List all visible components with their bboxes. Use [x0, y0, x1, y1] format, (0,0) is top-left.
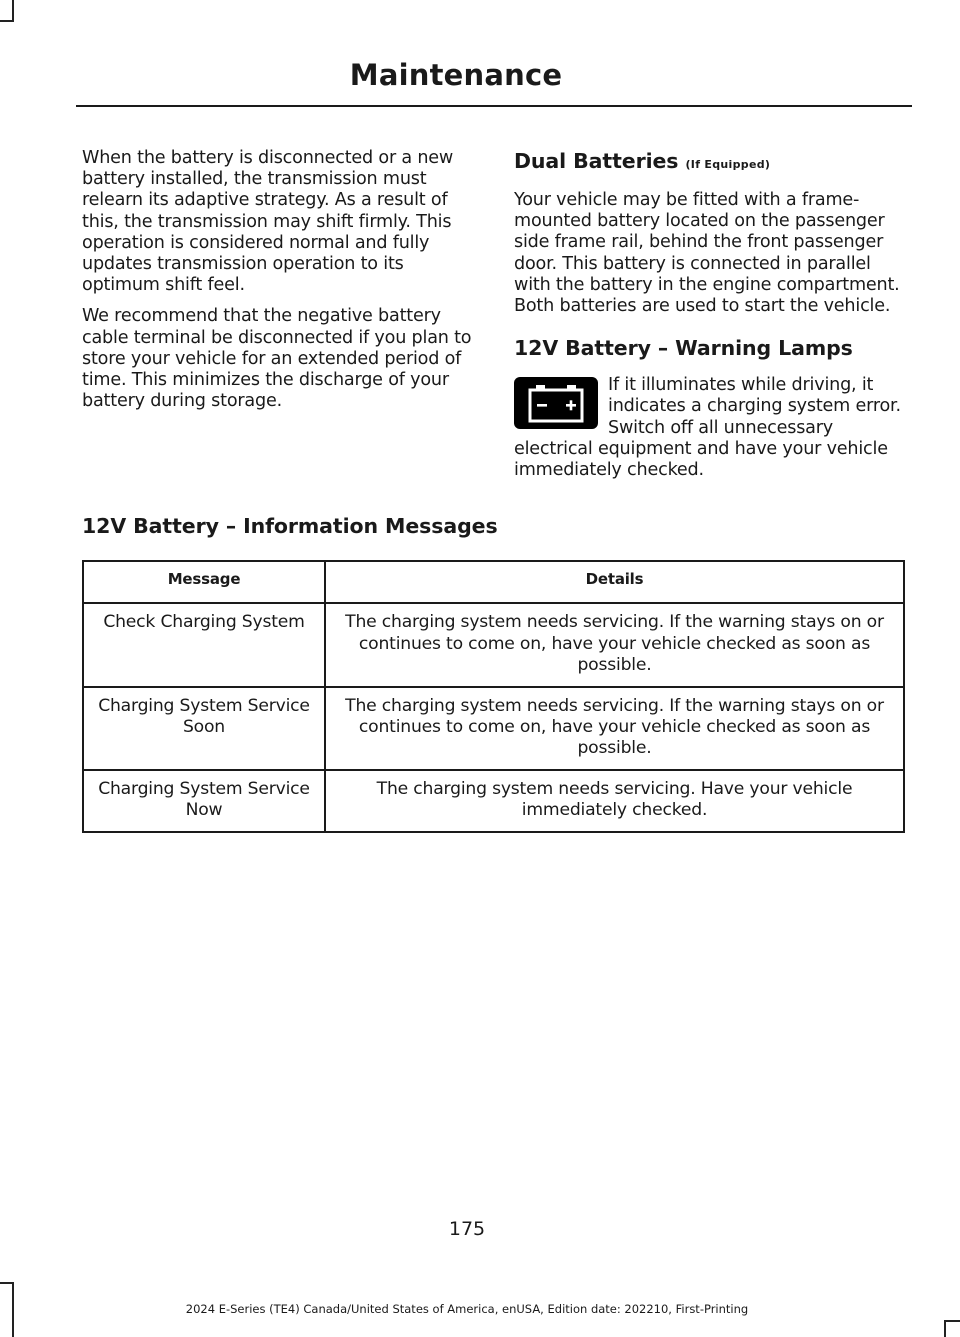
paragraph-transmission-relearn: When the battery is disconnected or a new battery installed, the transmission must relearn its adaptive strategy. As a result of this, the transmission may shift firmly. This operation is considered normal and fully updates transmission operation to its optimum shift feel. — [82, 148, 454, 296]
crop-mark — [944, 1320, 960, 1322]
dual-batteries-body: Your vehicle may be fitted with a frame-mounted battery located on the passenger side frame rail, behind the front passenger door. This battery is connected in parallel with the battery in the engine compartment. Both batteries are used to start the vehicle. — [514, 190, 900, 317]
header-divider — [76, 105, 912, 107]
details-cell: The charging system needs servicing. If the warning stays on or continues to come on, have your vehicle checked as soon as possible. — [325, 687, 904, 770]
crop-mark — [12, 0, 14, 20]
right-column — [514, 148, 906, 491]
table-row — [83, 603, 904, 686]
crop-mark — [0, 20, 14, 22]
message-cell: Charging System Service Now — [83, 770, 325, 832]
warning-lamp-body: If it illuminates while driving, it indicates a charging system error. Switch off all unnecessary electrical equipment and have your vehicle immediately checked. — [514, 375, 901, 481]
table-row — [83, 770, 904, 832]
warning-lamp-block — [514, 375, 906, 481]
paragraph-battery-storage: We recommend that the negative battery cable terminal be disconnected if you plan to store your vehicle for an extended period of time. This minimizes the discharge of your battery during storage. — [82, 306, 472, 412]
column-header-message: Message — [83, 561, 325, 603]
page-number: 175 — [448, 1218, 486, 1240]
message-cell: Check Charging System — [83, 603, 325, 686]
information-messages-table — [82, 560, 905, 833]
footer-edition-info: 2024 E-Series (TE4) Canada/United States of America, enUSA, Edition date: 202210, First-Printing — [185, 1302, 749, 1316]
table-header-row — [83, 561, 904, 603]
information-messages-heading: 12V Battery – Information Messages — [82, 514, 498, 538]
crop-mark — [944, 1322, 946, 1337]
warning-lamps-heading: 12V Battery – Warning Lamps — [514, 336, 853, 361]
column-header-details: Details — [325, 561, 904, 603]
table-row — [83, 687, 904, 770]
details-cell: The charging system needs servicing. If the warning stays on or continues to come on, have your vehicle checked as soon as possible. — [325, 603, 904, 686]
details-cell: The charging system needs servicing. Have your vehicle immediately checked. — [325, 770, 904, 832]
battery-warning-icon — [514, 377, 598, 429]
left-column — [82, 148, 474, 422]
crop-mark — [0, 1282, 14, 1284]
dual-batteries-heading — [514, 148, 906, 178]
dual-batteries-title: Dual Batteries — [514, 149, 679, 173]
page-title: Maintenance — [349, 58, 563, 92]
message-cell: Charging System Service Soon — [83, 687, 325, 770]
if-equipped-qualifier: (If Equipped) — [685, 158, 771, 171]
